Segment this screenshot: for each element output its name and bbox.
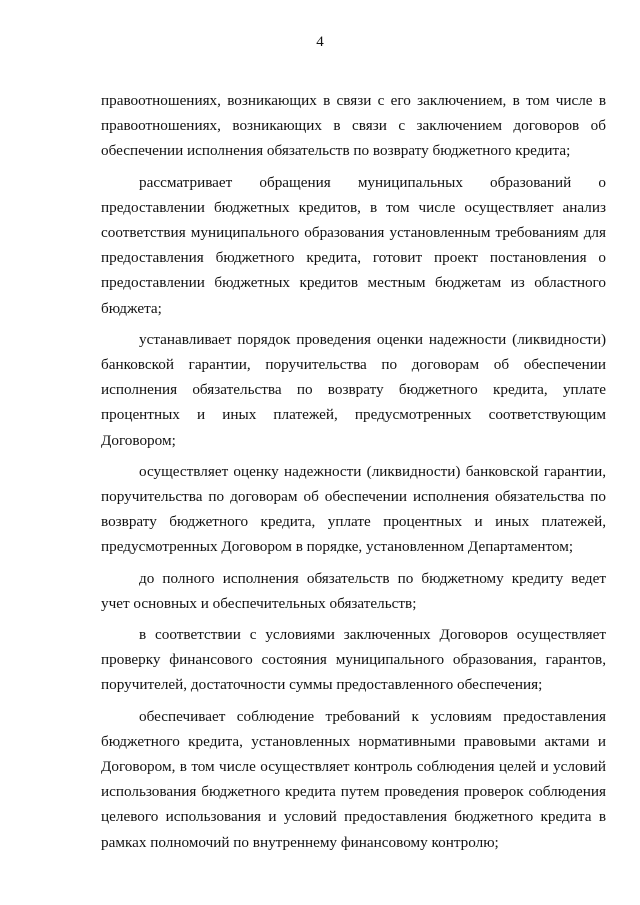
paragraph-review-applications: рассматривает обращения муниципальных образований о предоставлении бюджетных кредитов, в том числе осуществляет анализ соответствия муниципального образования установленным требованиям для предоставления бюджетного кредита, готовит проект постановления о предоставлении бюджетных кредитов местным бюджетам из областного бюджета; — [101, 173, 606, 317]
paragraph-reliability-assessment: осуществляет оценку надежности (ликвидности) банковской гарантии, поручительства по договорам об обеспечении исполнения обязательства по возврату бюджетного кредита, уплате процентных и иных платежей, предусмотренных Договором в порядке, установленном Департаментом; — [101, 462, 606, 556]
page-number: 4 — [316, 34, 324, 50]
paragraph-continuation: правоотношениях, возникающих в связи с его заключением, в том числе в правоотношениях, возникающих в связи с заключением договоров об обеспечении исполнения обязательств по возврату бюджетного кредита; — [101, 92, 606, 160]
document-body — [101, 88, 606, 855]
paragraph-financial-check: в соответствии с условиями заключенных Договоров осуществляет проверку финансового состояния муниципального образования, гарантов, поручителей, достаточности суммы предоставленного обеспечения; — [101, 626, 606, 694]
paragraph-assessment-procedure: устанавливает порядок проведения оценки надежности (ликвидности) банковской гарантии, поручительства по договорам об обеспечении исполнения обязательства по возврату бюджетного кредита, уплате процентных и иных платежей, предусмотренных соответствующим Договором; — [101, 330, 606, 449]
paragraph-compliance-control: обеспечивает соблюдение требований к условиям предоставления бюджетного кредита, установленных нормативными правовыми актами и Договором, в том числе осуществляет контроль соблюдения целей и условий использования бюджетного кредита путем проведения проверок соблюдения целевого использования и условий предоставления бюджетного кредита в рамках полномочий по внутреннему финансовому контролю; — [101, 707, 606, 851]
paragraph-obligations-accounting: до полного исполнения обязательств по бюджетному кредиту ведет учет основных и обеспечительных обязательств; — [101, 569, 606, 612]
